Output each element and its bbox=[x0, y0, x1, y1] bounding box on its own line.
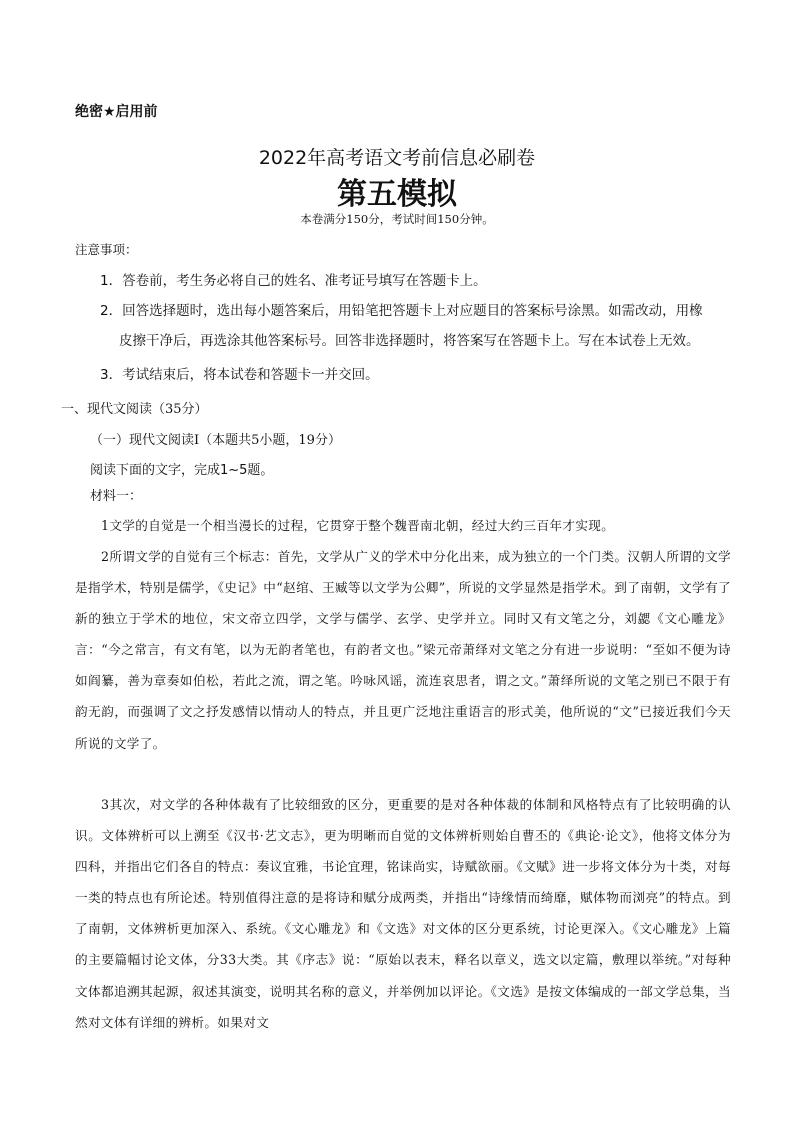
section-subheading: （一）现代文阅读Ⅰ（本题共5小题，19分） bbox=[90, 433, 341, 448]
reading-instruction: 阅读下面的文字，完成1~5题。 bbox=[90, 463, 274, 478]
secret-label: 绝密★启用前 bbox=[75, 104, 158, 120]
exam-title: 2022年高考语文考前信息必刷卷 bbox=[258, 147, 536, 169]
notice-item-1: 1．答卷前，考生务必将自己的姓名、准考证号填写在答题卡上。 bbox=[100, 273, 487, 289]
paragraph-1: 1文学的自觉是一个相当漫长的过程，它贯穿于整个魏晋南北朝，经过大约三百年才实现。 bbox=[101, 518, 615, 533]
notice-heading: 注意事项： bbox=[75, 242, 138, 257]
exam-info: 本卷满分150分，考试时间150分钟。 bbox=[300, 212, 494, 226]
paragraph-2: 2所谓文学的自觉有三个标志：首先，文学从广义的学术中分化出来，成为独立的一个门类。汉朝人所谓的文学是指学术，特别是儒学，《史记》中“赵绾、王臧等以文学为公卿”，所说的文学显然是指学术。到了南朝，文学有了新的独立于学术的地位，宋文帝立四学，文学与儒学、玄学、史学并立。同时又有文笔之分，刘勰《文心雕龙》言：“今之常言，有文有笔，以为无韵者笔也，有韵者文也。”梁元帝萧绎对文笔之分有进一步说明：“至如不便为诗如阎纂，善为章奏如伯松，若此之流，谓之笔。吟咏风谣，流连哀思者，谓之文。”萧绎所说的文笔之别已不限于有韵无韵，而强调了文之抒发感情以情动人的特点，并且更广泛地注重语言的形式美，他所说的“文”已接近我们今天所说的文学了。 bbox=[75, 549, 731, 751]
section-heading: 一、现代文阅读（35分） bbox=[61, 402, 208, 417]
notice-item-3: 3．考试结束后，将本试卷和答题卡一并交回。 bbox=[100, 367, 379, 383]
notice-item-2 bbox=[100, 296, 720, 356]
notice-item-2-line-1: 2．回答选择题时，选出每小题答案后，用铅笔把答题卡上对应题目的答案标号涂黑。如需改动，用橡 bbox=[100, 303, 703, 319]
paragraph-3: 3其次，对文学的各种体裁有了比较细致的区分，更重要的是对各种体裁的体制和风格特点有了比较明确的认识。文体辨析可以上溯至《汉书·艺文志》，更为明晰而自觉的文体辨析则始自曹丕的《典论·论文》，他将文体分为四科，并指出它们各自的特点：奏议宜雅，书论宜理，铭诔尚实，诗赋欲丽。《文赋》进一步将文体分为十类，对每一类的特点也有所论述。特别值得注意的是将诗和赋分成两类，并指出“诗缘情而绮靡，赋体物而浏亮”的特点。到了南朝，文体辨析更加深入、系统。《文心雕龙》和《文选》对文体的区分更系统，讨论更深入。《文心雕龙》上篇的主要篇幅讨论文体，分33大类。其《序志》说：“原始以表末，释名以章义，选文以定篇，敷理以举统。”对每种文体都追溯其起源，叙述其演变，说明其名称的意义，并举例加以评论。《文选》是按文体编成的一部文学总集，当然对文体有详细的辨析。如果对文 bbox=[75, 797, 731, 1030]
notice-item-2-line-2: 皮擦干净后，再选涂其他答案标号。回答非选择题时，将答案写在答题卡上。写在本试卷上无效。 bbox=[119, 333, 700, 349]
exam-subtitle: 第五模拟 bbox=[337, 177, 457, 212]
material-label: 材料一： bbox=[90, 489, 143, 504]
